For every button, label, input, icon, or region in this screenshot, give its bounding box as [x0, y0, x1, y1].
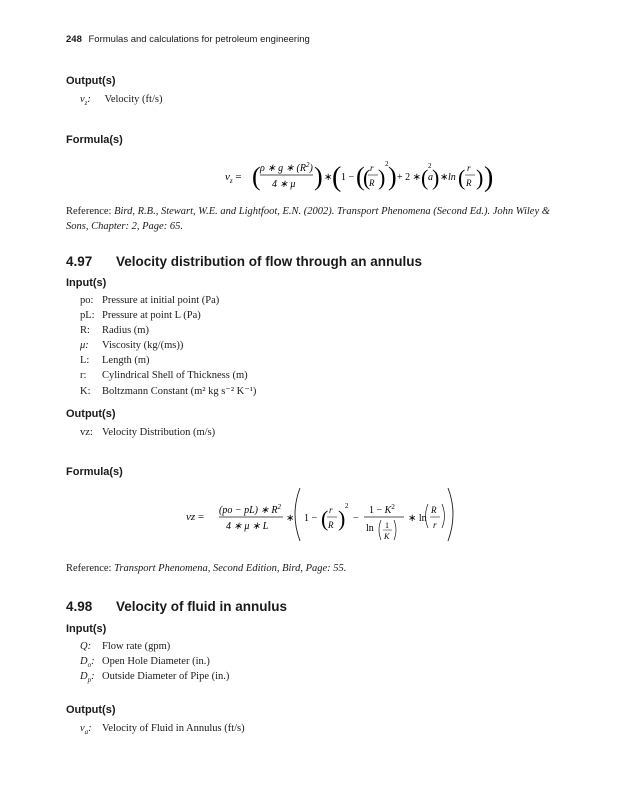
section-title-4-97 — [66, 254, 422, 269]
svg-text:r: r — [467, 163, 471, 173]
section-title: Velocity of fluid in annulus — [116, 599, 288, 614]
input-heading-4-98: Input(s) — [66, 623, 107, 635]
svg-text:): ) — [476, 165, 484, 190]
svg-text:ρ ∗ g ∗ (R2): ρ ∗ g ∗ $(R^2)$ — [260, 161, 313, 174]
svg-text:R: R — [369, 178, 375, 188]
section-number: 4.97 — [66, 254, 93, 269]
formula-velocity-profile-tail — [428, 158, 508, 198]
svg-text:2: 2 — [428, 162, 432, 170]
svg-text:(po − pL) ∗ R2: (po − pL) ∗ $R^2$ — [219, 503, 281, 516]
svg-text:a: a — [428, 172, 433, 183]
input-row: μ: Viscosity (kg/(ms)) — [80, 340, 184, 351]
formula-heading-4-97: Formula(s) — [66, 466, 123, 478]
svg-text:ln: ln — [366, 523, 374, 534]
reference-citation: Transport Phenomena, Second Edition, Bird, Page: 55. — [114, 563, 347, 574]
svg-text:1 − K2: $1 - K^2$ — [369, 503, 395, 516]
svg-text:4 ∗ μ: 4 ∗ μ — [272, 179, 296, 190]
svg-text:∗: ∗ — [324, 172, 333, 183]
svg-text:R: R — [328, 520, 334, 530]
reference-citation: Bird, R.B., Stewart, W.E. and Lightfoot, E.N. (2002). Transport Phenomena (Second Ed.). John Wiley & Sons, Chapter: 2, Page: 65. — [66, 206, 550, 232]
svg-text:(: ( — [421, 165, 429, 190]
svg-text:(: ( — [321, 506, 329, 531]
formula-velocity-profile — [225, 158, 440, 198]
svg-text:2: 2 — [385, 160, 389, 168]
svg-text:1 −: 1 − — [304, 513, 318, 524]
input-row: L: Length (m) — [80, 355, 150, 366]
output-heading-prev: Output(s) — [66, 75, 116, 87]
input-heading-4-97: Input(s) — [66, 277, 107, 289]
svg-text:K: K — [384, 532, 390, 541]
section-number: 4.98 — [66, 599, 93, 614]
svg-text:): ) — [388, 162, 397, 191]
output-heading-4-97: Output(s) — [66, 408, 116, 420]
section-title: Velocity distribution of flow through an annulus — [116, 254, 422, 269]
svg-text:): ) — [314, 162, 323, 191]
input-row: $D_o$: Open Hole Diameter (in.) — [80, 656, 210, 670]
svg-text:ln: ln — [448, 172, 456, 183]
input-row: $D_p$: Outside Diameter of Pipe (in.) — [80, 671, 230, 685]
svg-text:+ 2 ∗: + 2 ∗ — [397, 172, 422, 183]
reference-prev: Reference: Bird, R.B., Stewart, W.E. and Lightfoot, E.N. (2002). Transport Phenomena (Second Ed.). John Wiley & Sons, Chapter: 2, Page: 65. — [66, 206, 550, 232]
input-row: K: Boltzmann Constant (m² kg s⁻² K⁻¹) — [80, 386, 257, 397]
section-title-4-98 — [66, 599, 287, 614]
input-row: Q: Flow rate (gpm) — [80, 641, 171, 652]
output-heading-4-98: Output(s) — [66, 704, 116, 716]
input-row: R: Radius (m) — [80, 325, 149, 336]
svg-text:∗: ∗ — [440, 172, 449, 183]
svg-text:∗ ln: ∗ ln — [408, 513, 427, 524]
svg-text:): ) — [338, 506, 346, 531]
svg-text:r: r — [329, 505, 333, 515]
svg-text:1: 1 — [385, 521, 389, 530]
output-row-4-98: $v_a$: Velocity of Fluid in Annulus (ft/s) — [80, 723, 245, 737]
output-description: Velocity (ft/s) — [104, 94, 163, 105]
input-row: r: Cylindrical Shell of Thickness (m) — [80, 370, 248, 381]
svg-text:∗: ∗ — [286, 513, 295, 524]
svg-text:(: ( — [458, 165, 466, 190]
running-title: Formulas and calculations for petroleum engineering — [88, 34, 310, 45]
svg-text:r: r — [370, 163, 374, 173]
svg-text:vz =: vz = — [186, 511, 205, 523]
formula-heading-prev: Formula(s) — [66, 134, 123, 146]
svg-text:R: R — [431, 505, 437, 515]
svg-text:(: ( — [252, 162, 261, 191]
svg-text:(: ( — [363, 165, 371, 190]
svg-text:r: r — [433, 520, 437, 530]
running-header — [66, 34, 310, 45]
svg-text:): ) — [378, 165, 386, 190]
svg-text:−: − — [353, 513, 359, 524]
output-symbol: $v_z$: — [80, 94, 91, 108]
formula-annulus-tail — [428, 484, 458, 544]
formula-annulus-velocity-distribution — [186, 484, 446, 544]
svg-text:2: 2 — [345, 502, 349, 510]
page-number: 248 — [66, 34, 82, 45]
reference-4-97: Reference: Transport Phenomena, Second Edition, Bird, Page: 55. — [66, 563, 347, 574]
svg-text:): ) — [484, 162, 494, 193]
output-row-prev — [80, 94, 162, 107]
svg-text:): ) — [432, 165, 440, 190]
svg-text:4 ∗ μ ∗ L: 4 ∗ μ ∗ L — [226, 521, 269, 532]
svg-text:(: ( — [332, 162, 342, 193]
input-row: po: Pressure at initial point (Pa) — [80, 295, 220, 306]
svg-text:vz =: $v_z$ = — [225, 171, 242, 185]
output-row-4-97: vz: Velocity Distribution (m/s) — [80, 427, 216, 438]
svg-text:(: ( — [356, 162, 365, 191]
input-row: pL: Pressure at point L (Pa) — [80, 310, 201, 321]
svg-text:1 −: 1 − — [341, 172, 355, 183]
svg-text:R: R — [466, 178, 472, 188]
